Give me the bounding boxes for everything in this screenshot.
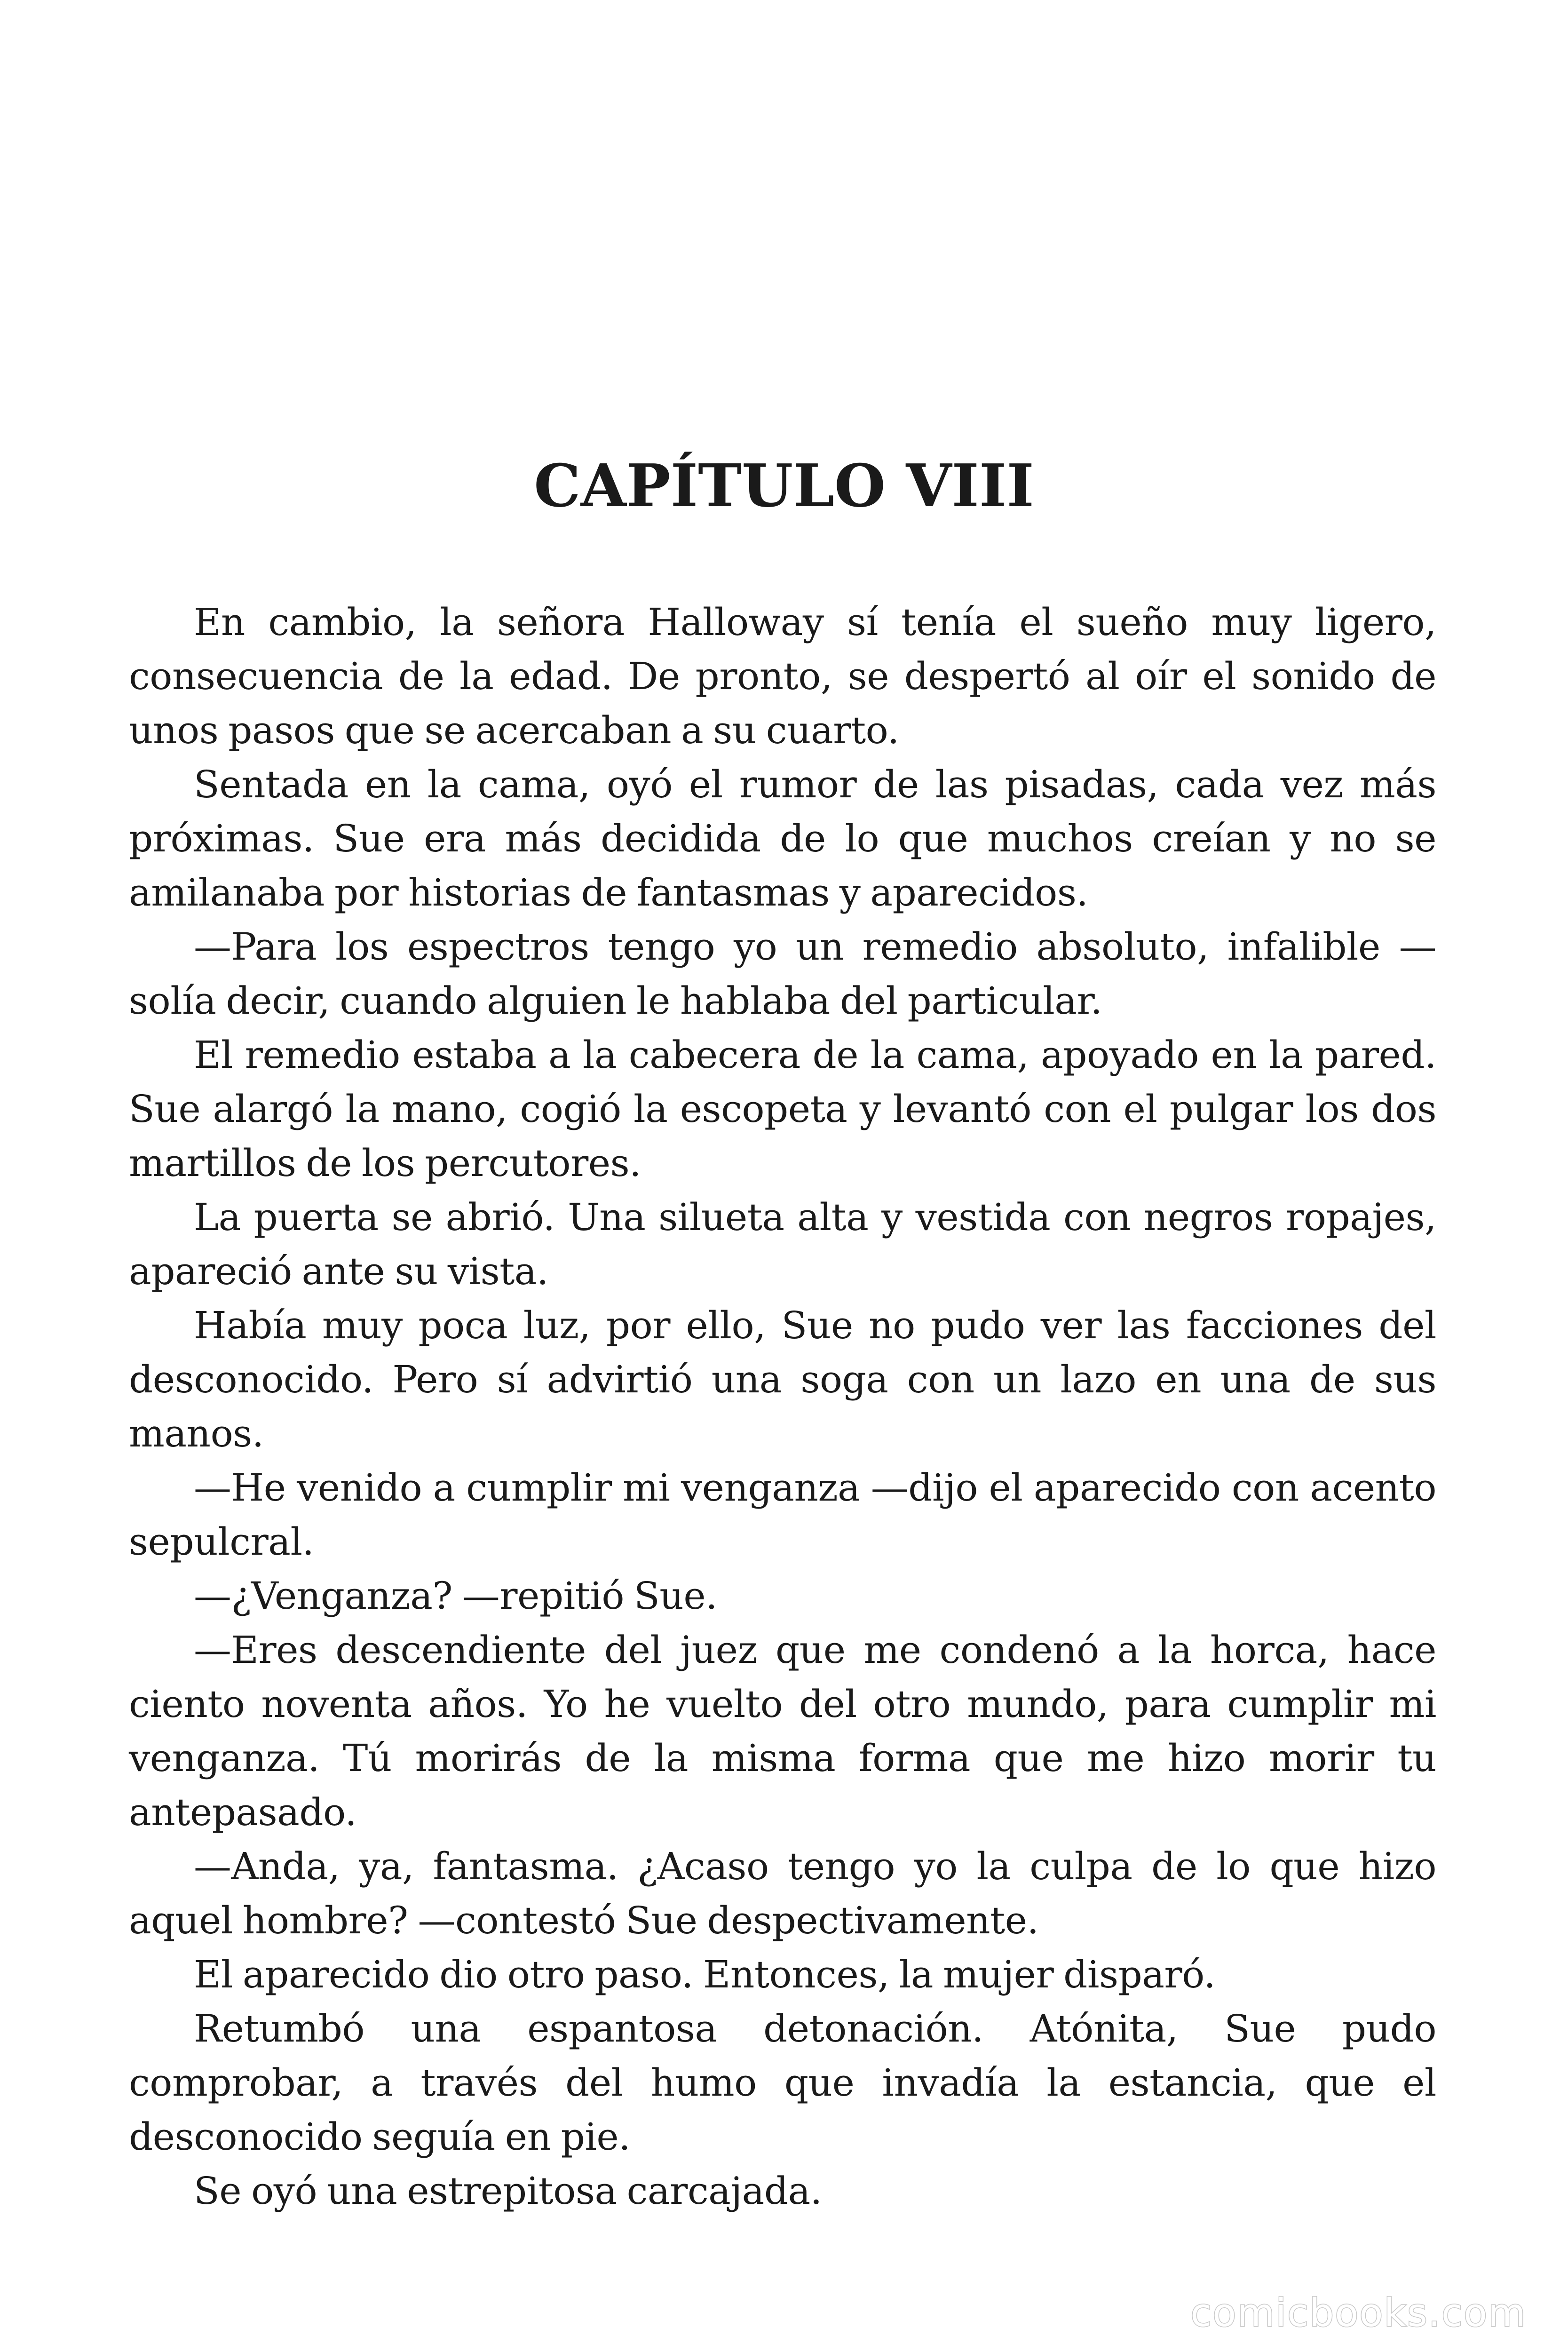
chapter-title: CAPÍTULO VIII (534, 452, 1034, 520)
watermark: comicbooks.com (1190, 2291, 1527, 2336)
paragraph: Sentada en la cama, oyó el rumor de las pisadas, cada vez más próximas. Sue era más decidida de lo que muchos creían y no se amilanaba por historias de fantasmas y aparecidos. (129, 763, 1436, 914)
paragraph: —¿Venganza? —repitió Sue. (194, 1574, 718, 1618)
paragraph: Había muy poca luz, por ello, Sue no pudo ver las facciones del desconocido. Pero sí advirtió una soga con un lazo en una de sus manos. (129, 1303, 1436, 1455)
paragraph: En cambio, la señora Halloway sí tenía el sueño muy ligero, consecuencia de la edad. De pronto, se despertó al oír el sonido de unos pasos que se acercaban a su cuarto. (129, 600, 1436, 752)
paragraph: —He venido a cumplir mi venganza —dijo el aparecido con acento sepulcral. (129, 1466, 1436, 1564)
paragraph: El aparecido dio otro paso. Entonces, la mujer disparó. (194, 1953, 1216, 1996)
paragraph: —Eres descendiente del juez que me condenó a la horca, hace ciento noventa años. Yo he vuelto del otro mundo, para cumplir mi venganza. Tú morirás de la misma forma que me hizo morir tu antepasado. (129, 1628, 1436, 1834)
paragraph: La puerta se abrió. Una silueta alta y vestida con negros ropajes, apareció ante su vista. (129, 1195, 1436, 1293)
paragraph: Se oyó una estrepitosa carcajada. (194, 2169, 822, 2213)
paragraph: —Anda, ya, fantasma. ¿Acaso tengo yo la culpa de lo que hizo aquel hombre? —contestó Sue despectivamente. (129, 1844, 1436, 1942)
paragraph: Retumbó una espantosa detonación. Atónita, Sue pudo comprobar, a través del humo que invadía la estancia, que el desconocido seguía en pie. (129, 2007, 1436, 2159)
chapter-body (129, 595, 1436, 2218)
paragraph: El remedio estaba a la cabecera de la cama, apoyado en la pared. Sue alargó la mano, cogió la escopeta y levantó con el pulgar los dos martillos de los percutores. (129, 1033, 1436, 1185)
paragraph: —Para los espectros tengo yo un remedio absoluto, infalible —solía decir, cuando alguien le hablaba del particular. (129, 925, 1436, 1023)
